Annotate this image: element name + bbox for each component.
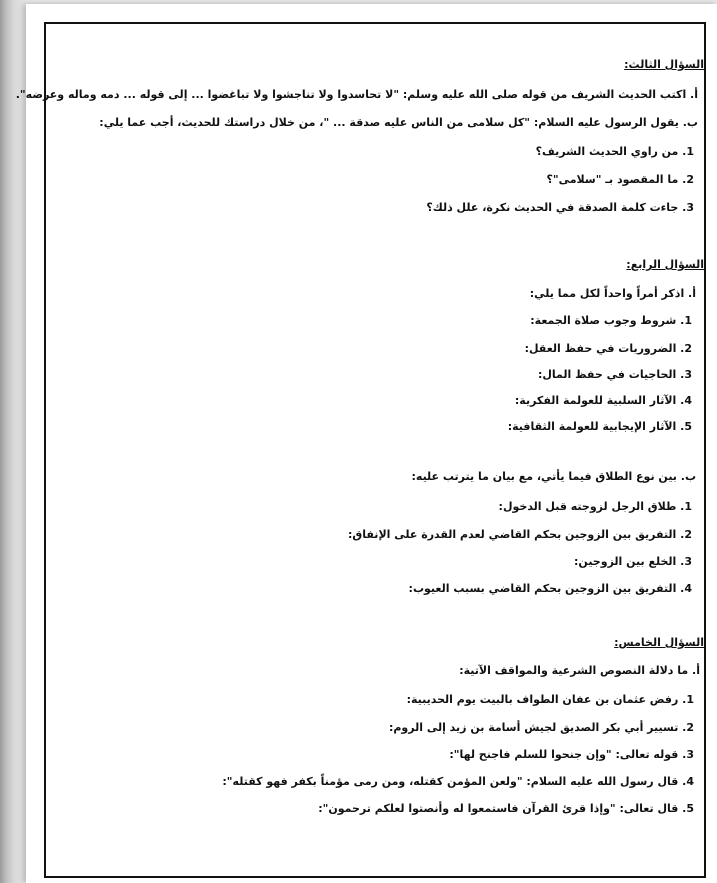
section4-a-item-5: 5. الآثار الإيجابية للعولمة الثقافية:	[507, 420, 692, 433]
section3-part-a: أ. اكتب الحديث الشريف من قوله صلى الله عليه وسلم: "لا تحاسدوا ولا تناجشوا ولا تباغضوا ... إلى قوله ... دمه وماله وعرضه".	[15, 88, 698, 101]
section5-part-a: أ. ما دلالة النصوص الشرعية والمواقف الآتية:	[459, 664, 700, 677]
section4-a-item-3: 3. الحاجيات في حفظ المال:	[537, 368, 692, 381]
section4-a-item-4: 4. الآثار السلبية للعولمة الفكرية:	[514, 394, 692, 407]
page-border	[15, 22, 706, 878]
section4-part-a: أ. اذكر أمراً واحداً لكل مما يلي:	[529, 287, 696, 300]
section3-heading: السؤال الثالث:	[624, 58, 704, 71]
section5-item-4: 4. قال رسول الله عليه السلام: "ولعن المؤمن كقتله، ومن رمى مؤمناً بكفر فهو كقتله":	[222, 775, 694, 788]
section5-heading: السؤال الخامس:	[614, 636, 704, 649]
section4-b-item-4: 4. التفريق بين الزوجين بحكم القاضي بسبب العيوب:	[408, 582, 692, 595]
section5-item-2: 2. تسيير أبي بكر الصديق لجيش أسامة بن زيد إلى الروم:	[388, 721, 694, 734]
section4-b-item-1: 1. طلاق الرجل لزوجته قبل الدخول:	[498, 500, 692, 513]
section4-part-b: ب. بين نوع الطلاق فيما يأتي، مع بيان ما يترتب عليه:	[411, 470, 696, 483]
section3-question-3: 3. جاءت كلمة الصدقة في الحديث نكرة، علل ذلك؟	[426, 201, 694, 214]
section4-b-item-3: 3. الخلع بين الزوجين:	[574, 555, 692, 568]
section3-part-b: ب. يقول الرسول عليه السلام: "كل سلامى من الناس عليه صدقة ... "، من خلال دراستك للحديث، أجب عما يلي:	[99, 116, 698, 129]
section5-item-5: 5. قال تعالى: "وإذا قرئ القرآن فاستمعوا له وأنصتوا لعلكم ترحمون":	[318, 802, 694, 815]
section5-item-3: 3. قوله تعالى: "وإن جنحوا للسلم فاجنح لها":	[449, 748, 694, 761]
section4-a-item-1: 1. شروط وجوب صلاة الجمعة:	[530, 314, 692, 327]
section4-b-item-2: 2. التفريق بين الزوجين بحكم القاضي لعدم القدرة على الإنفاق:	[348, 528, 692, 541]
section4-a-item-2: 2. الضروريات في حفظ العقل:	[524, 342, 692, 355]
section4-heading: السؤال الرابع:	[626, 258, 704, 271]
section3-question-1: 1. من راوي الحديث الشريف؟	[535, 145, 694, 158]
section3-question-2: 2. ما المقصود بـ "سلامى"؟	[546, 173, 694, 186]
section5-item-1: 1. رفض عثمان بن عفان الطواف بالبيت يوم الحديبية:	[406, 693, 694, 706]
